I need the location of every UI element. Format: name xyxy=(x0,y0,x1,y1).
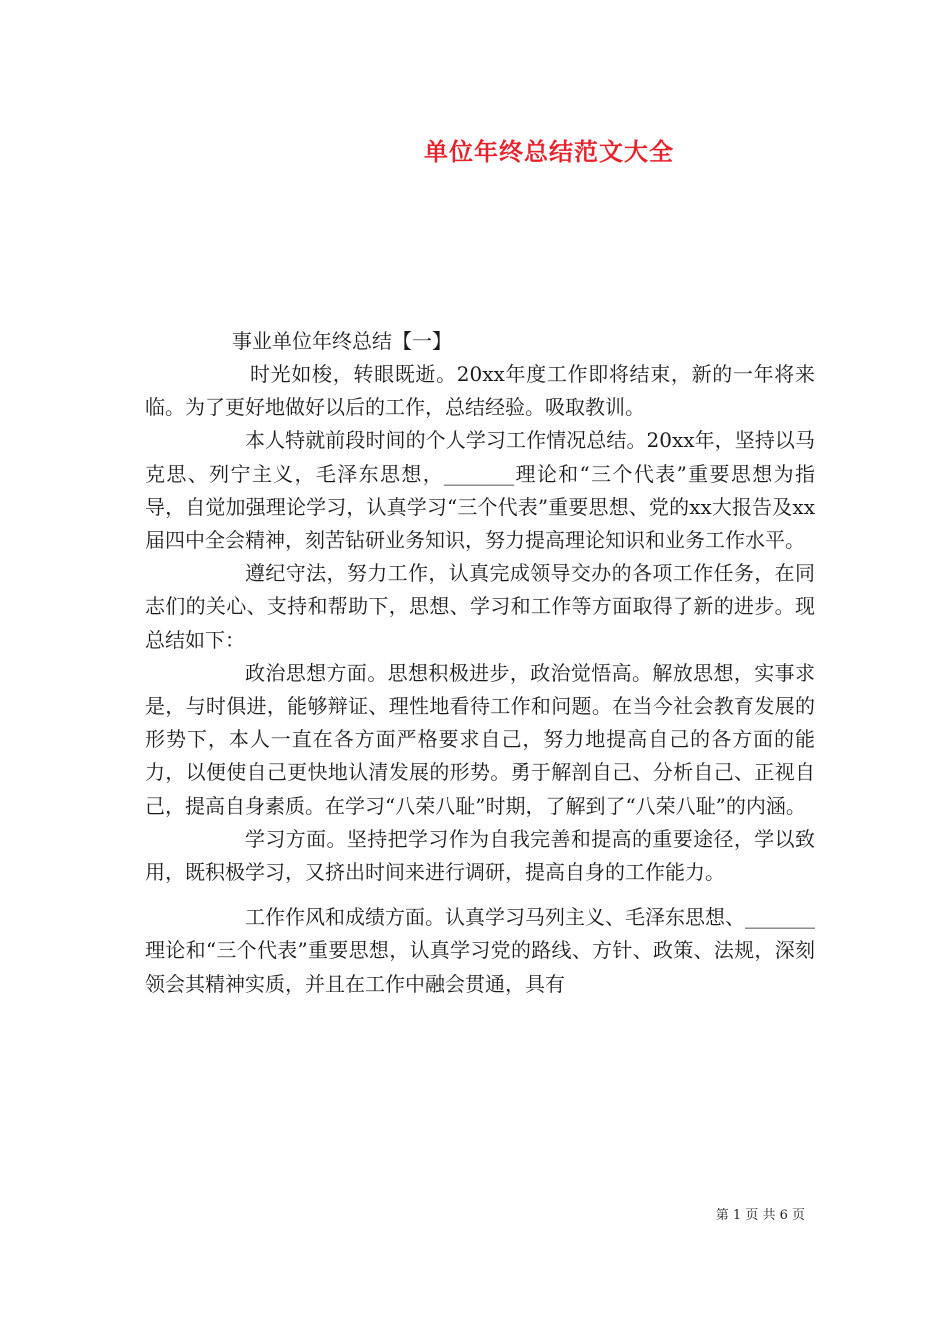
section-heading: 事业单位年终总结【一】 xyxy=(232,329,452,353)
document-body xyxy=(145,358,815,1001)
paragraph: 本人特就前段时间的个人学习工作情况总结。20xx年，坚持以马克思、列宁主义，毛泽东思想，_______理论和“三个代表”重要思想为指导，自觉加强理论学习，认真学习“三个代表”重要思想、党的xx大报告及xx届四中全会精神，刻苦钻研业务知识，努力提高理论知识和业务工作水平。 xyxy=(145,428,815,553)
paragraph: 政治思想方面。思想积极进步，政治觉悟高。解放思想，实事求是，与时俱进，能够辩证、理性地看待工作和问题。在当今社会教育发展的形势下，本人一直在各方面严格要求自己，努力地提高自己的各方面的能力，以便使自己更快地认清发展的形势。勇于解剖自己、分析自己、正视自己，提高自身素质。在学习“八荣八耻”时期，了解到了“八荣八耻”的内涵。 xyxy=(145,660,815,818)
paragraph: 时光如梭，转眼既逝。20xx年度工作即将结束，新的一年将来临。为了更好地做好以后的工作，总结经验。吸取教训。 xyxy=(145,362,815,420)
page-number-footer: 第 1 页 共 6 页 xyxy=(715,1208,805,1223)
document-title: 单位年终总结范文大全 xyxy=(424,137,674,166)
paragraph: 遵纪守法，努力工作，认真完成领导交办的各项工作任务，在同志们的关心、支持和帮助下，思想、学习和工作等方面取得了新的进步。现总结如下： xyxy=(145,561,815,652)
paragraph: 学习方面。坚持把学习作为自我完善和提高的重要途径，学以致用，既积极学习，又挤出时间来进行调研，提高自身的工作能力。 xyxy=(145,826,815,885)
paragraph: 工作作风和成绩方面。认真学习马列主义、毛泽东思想、_______理论和“三个代表”重要思想，认真学习党的路线、方针、政策、法规，深刻领会其精神实质，并且在工作中融会贯通，具有 xyxy=(145,905,815,996)
